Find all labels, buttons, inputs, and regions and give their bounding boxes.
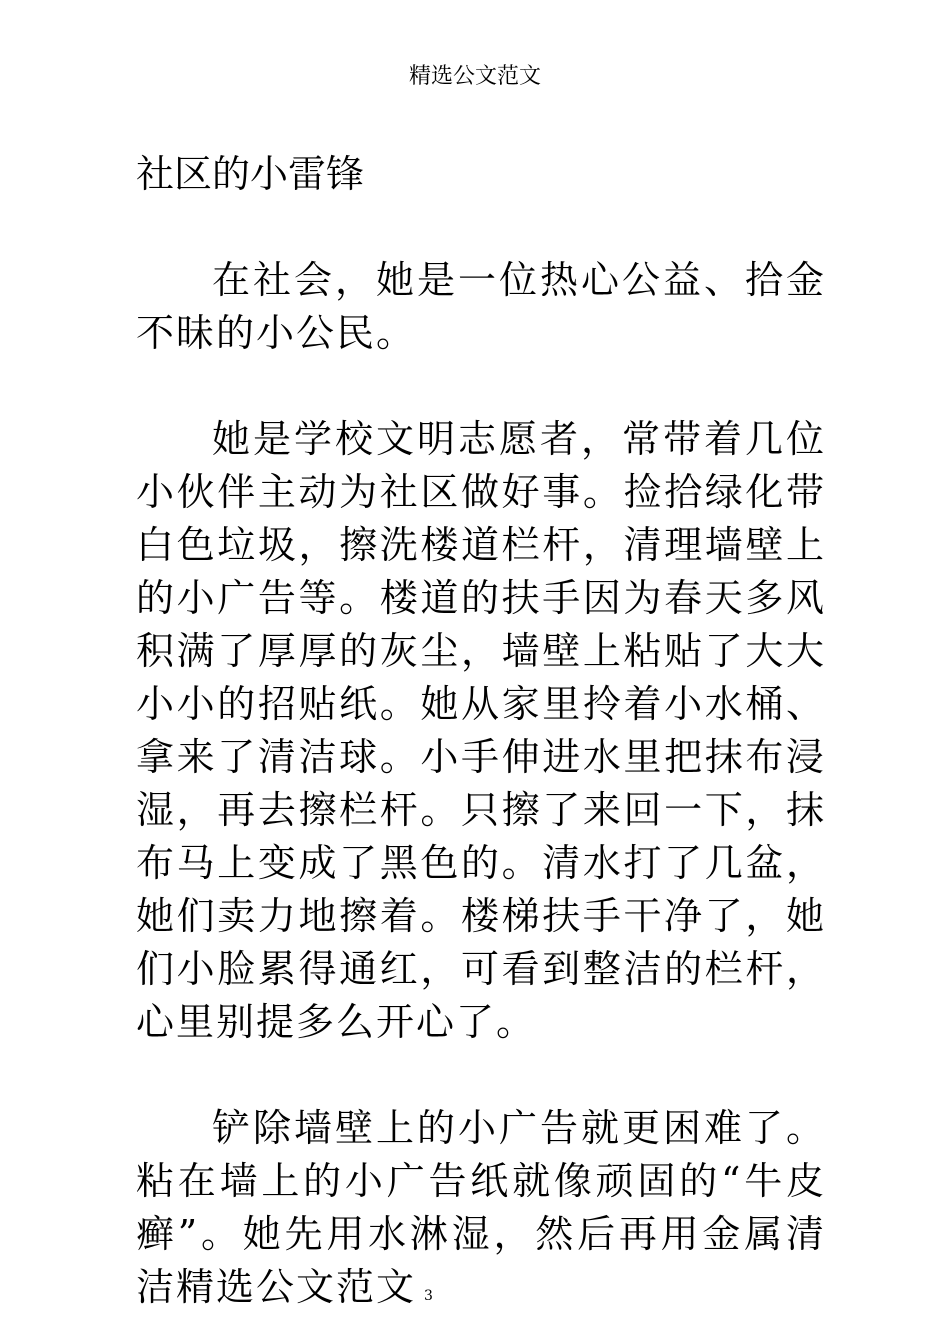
paragraph-3-text: 铲除墙壁上的小广告就更困难了。粘在墙上的小广告纸就像顽固的“牛皮癣”。她先用水淋湿，然后再用金属清洁精选公文范文 [136, 1106, 826, 1309]
paragraph-3 [136, 1102, 826, 1323]
page-number: 3 [424, 1288, 433, 1304]
paragraph-2: 她是学校文明志愿者，常带着几位小伙伴主动为社区做好事。捡拾绿化带白色垃圾，擦洗楼道栏杆，清理墙壁上的小广告等。楼道的扶手因为春天多风积满了厚厚的灰尘，墙壁上粘贴了大大小小的招贴纸。她从家里拎着小水桶、拿来了清洁球。小手伸进水里把抹布浸湿，再去擦栏杆。只擦了来回一下，抹布马上变成了黑色的。清水打了几盆，她们卖力地擦着。楼梯扶手干净了，她们小脸累得通红，可看到整洁的栏杆，心里别提多么开心了。 [136, 417, 826, 1044]
document-title: 社区的小雷锋 [136, 152, 365, 196]
page-header: 精选公文范文 [408, 64, 541, 89]
document-body [136, 148, 826, 1323]
paragraph-1: 在社会，她是一位热心公益、拾金不昧的小公民。 [136, 258, 826, 355]
